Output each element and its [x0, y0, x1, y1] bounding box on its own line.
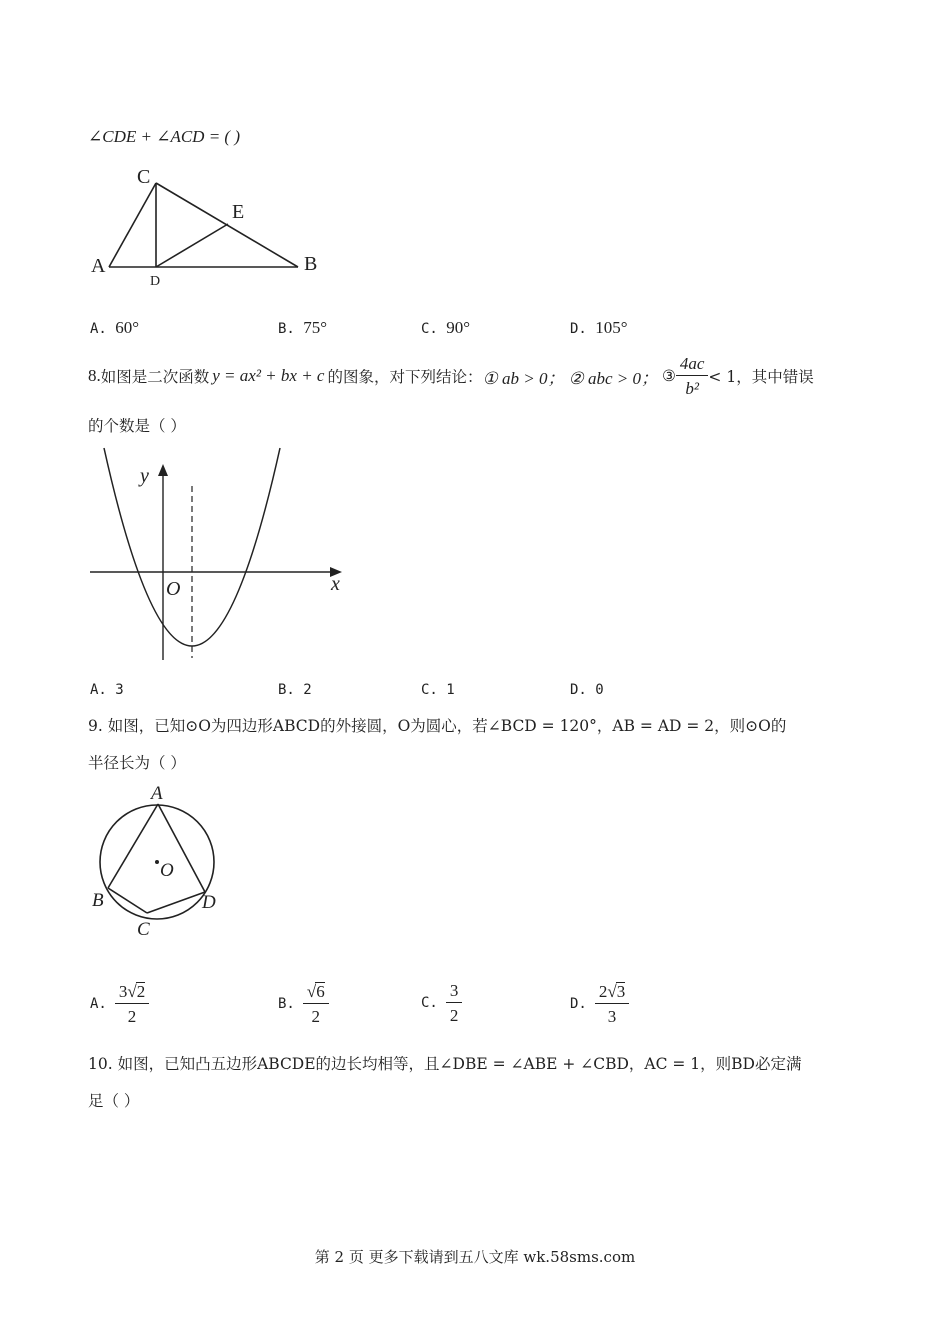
q7-triangle-figure	[86, 160, 326, 290]
q10-stem-line2: 足（ ）	[88, 1092, 140, 1110]
q8-x-label: x	[331, 573, 340, 595]
q9-option-d[interactable]: D. $\frac{2√3}{3}$	[570, 982, 629, 1025]
q7-label-d: D	[150, 274, 161, 289]
q8-option-b[interactable]: B. 2	[278, 682, 312, 698]
q9-label-c: C	[137, 919, 150, 940]
q9-stem-line1: 9. 如图，已知⊙O为四边形ABCD的外接圆，O为圆心，若∠BCD = 120°，AB = AD = 2，则⊙O的	[88, 717, 787, 735]
q7-label-b: B	[304, 253, 318, 275]
q9-stem-line2: 半径长为（ ）	[88, 754, 186, 772]
q9-circle-figure	[86, 780, 236, 942]
q8-option-d[interactable]: D. 0	[570, 682, 604, 698]
q7-option-d[interactable]: D. 105°	[570, 318, 628, 337]
q8-stem-line1: 8. 如图是二次函数 y = ax² + bx + c 的图象，对下列结论： ① ab > 0； ② abc > 0； ③ $\frac{4ac}{\text{b²}}$ < 1，其中错误	[88, 354, 814, 398]
q10-stem-line1: 10. 如图，已知凸五边形ABCDE的边长均相等，且∠DBE = ∠ABE + ∠CBD，AC = 1，则BD必定满	[88, 1055, 802, 1073]
q7-option-c[interactable]: C. 90°	[421, 318, 471, 337]
q9-label-a: A	[151, 783, 163, 804]
q9-label-d: D	[202, 892, 216, 913]
q8-fraction: $\frac{4ac}{\text{b²}}$	[676, 355, 709, 397]
q7-label-c: C	[137, 166, 151, 188]
q7-option-a[interactable]: A. 60°	[90, 318, 140, 337]
q9-option-b[interactable]: B. $\frac{√6}{2}$	[278, 982, 329, 1025]
q9-option-a[interactable]: A. $\frac{3√2}{2}$	[90, 982, 149, 1025]
q8-option-a[interactable]: A. 3	[90, 682, 124, 698]
q7-label-a: A	[91, 255, 106, 277]
q7-label-e: E	[232, 201, 245, 223]
page-footer: 第 2 页 更多下载请到五八文库 wk.58sms.com	[314, 1248, 636, 1266]
q9-label-b: B	[92, 890, 104, 911]
q9-label-o: O	[160, 860, 174, 881]
q8-stem-line2: 的个数是（ ）	[88, 417, 186, 435]
q8-y-label: y	[140, 465, 149, 487]
q7-stem: ∠CDE + ∠ACD = ( )	[88, 127, 241, 146]
q8-origin-label: O	[166, 578, 181, 600]
q7-option-b[interactable]: B. 75°	[278, 318, 328, 337]
q8-parabola-graph	[86, 446, 356, 664]
q9-option-c[interactable]: C. $\frac{3}{2}$	[421, 982, 462, 1024]
q8-option-c[interactable]: C. 1	[421, 682, 455, 698]
